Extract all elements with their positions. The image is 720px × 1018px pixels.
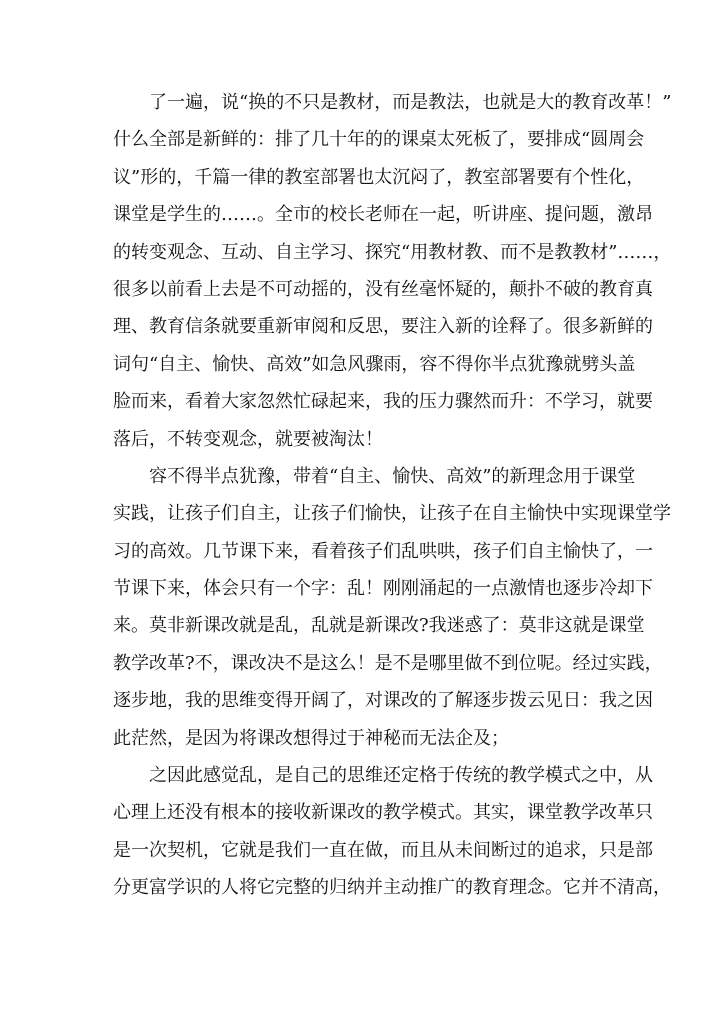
paragraph-1 xyxy=(113,84,672,458)
text-line: 的转变观念、互动、自主学习、探究“用教材教、而不是教教材”……， xyxy=(113,241,672,263)
text-line: 实践，让孩子们自主，让孩子们愉快，让孩子在自主愉快中实现课堂学 xyxy=(113,503,671,525)
text-line: 来。莫非新课改就是乱，乱就是新课改?我迷惑了：莫非这就是课堂 xyxy=(113,615,645,637)
paragraph-2 xyxy=(113,458,671,757)
text-line: 逐步地，我的思维变得开阔了，对课改的了解逐步拨云见日：我之因 xyxy=(113,690,653,712)
text-line: 什么全部是新鲜的：排了几十年的的课桌太死板了，要排成“圆周会 xyxy=(113,129,645,151)
text-line: 议”形的，千篇一律的教室部署也太沉闷了，教室部署要有个性化， xyxy=(113,166,645,188)
text-line: 此茫然，是因为将课改想得过于神秘而无法企及； xyxy=(113,727,509,749)
text-line: 是一次契机，它就是我们一直在做，而且从未间断过的追求，只是部 xyxy=(113,839,653,861)
text-line: 落后，不转变观念，就要被淘汰！ xyxy=(113,428,383,450)
text-line: 很多以前看上去是不可动摇的，没有丝毫怀疑的，颠扑不破的教育真 xyxy=(113,278,653,300)
text-line: 习的高效。几节课下来，看着孩子们乱哄哄，孩子们自主愉快了，一 xyxy=(113,540,653,562)
document-body xyxy=(113,84,672,907)
paragraph-3 xyxy=(113,757,671,907)
text-line: 教学改革?不，课改决不是这么！是不是哪里做不到位呢。经过实践， xyxy=(113,652,663,674)
text-line: 课堂是学生的……。全市的校长老师在一起，听讲座、提问题，激昂 xyxy=(113,204,653,226)
text-line: 之因此感觉乱，是自己的思维还定格于传统的教学模式之中，从 xyxy=(149,765,653,787)
text-line: 节课下来，体会只有一个字：乱！刚刚涌起的一点激情也逐步冷却下 xyxy=(113,578,653,600)
text-line: 脸而来，看着大家忽然忙碌起来，我的压力骤然而升：不学习，就要 xyxy=(113,391,653,413)
text-line: 理、教育信条就要重新审阅和反思，要注入新的诠释了。很多新鲜的 xyxy=(113,316,653,338)
text-line: 词句“自主、愉快、高效”如急风骤雨，容不得你半点犹豫就劈头盖 xyxy=(113,353,636,375)
text-line: 了一遍，说“换的不只是教材，而是教法，也就是大的教育改革！” xyxy=(149,92,672,113)
text-line: 分更富学识的人将它完整的归纳并主动推广的教育理念。它并不清高， xyxy=(113,877,671,899)
text-line: 心理上还没有根本的接收新课改的教学模式。其实，课堂教学改革只 xyxy=(113,802,653,824)
text-line: 容不得半点犹豫，带着“自主、愉快、高效”的新理念用于课堂 xyxy=(149,465,636,487)
